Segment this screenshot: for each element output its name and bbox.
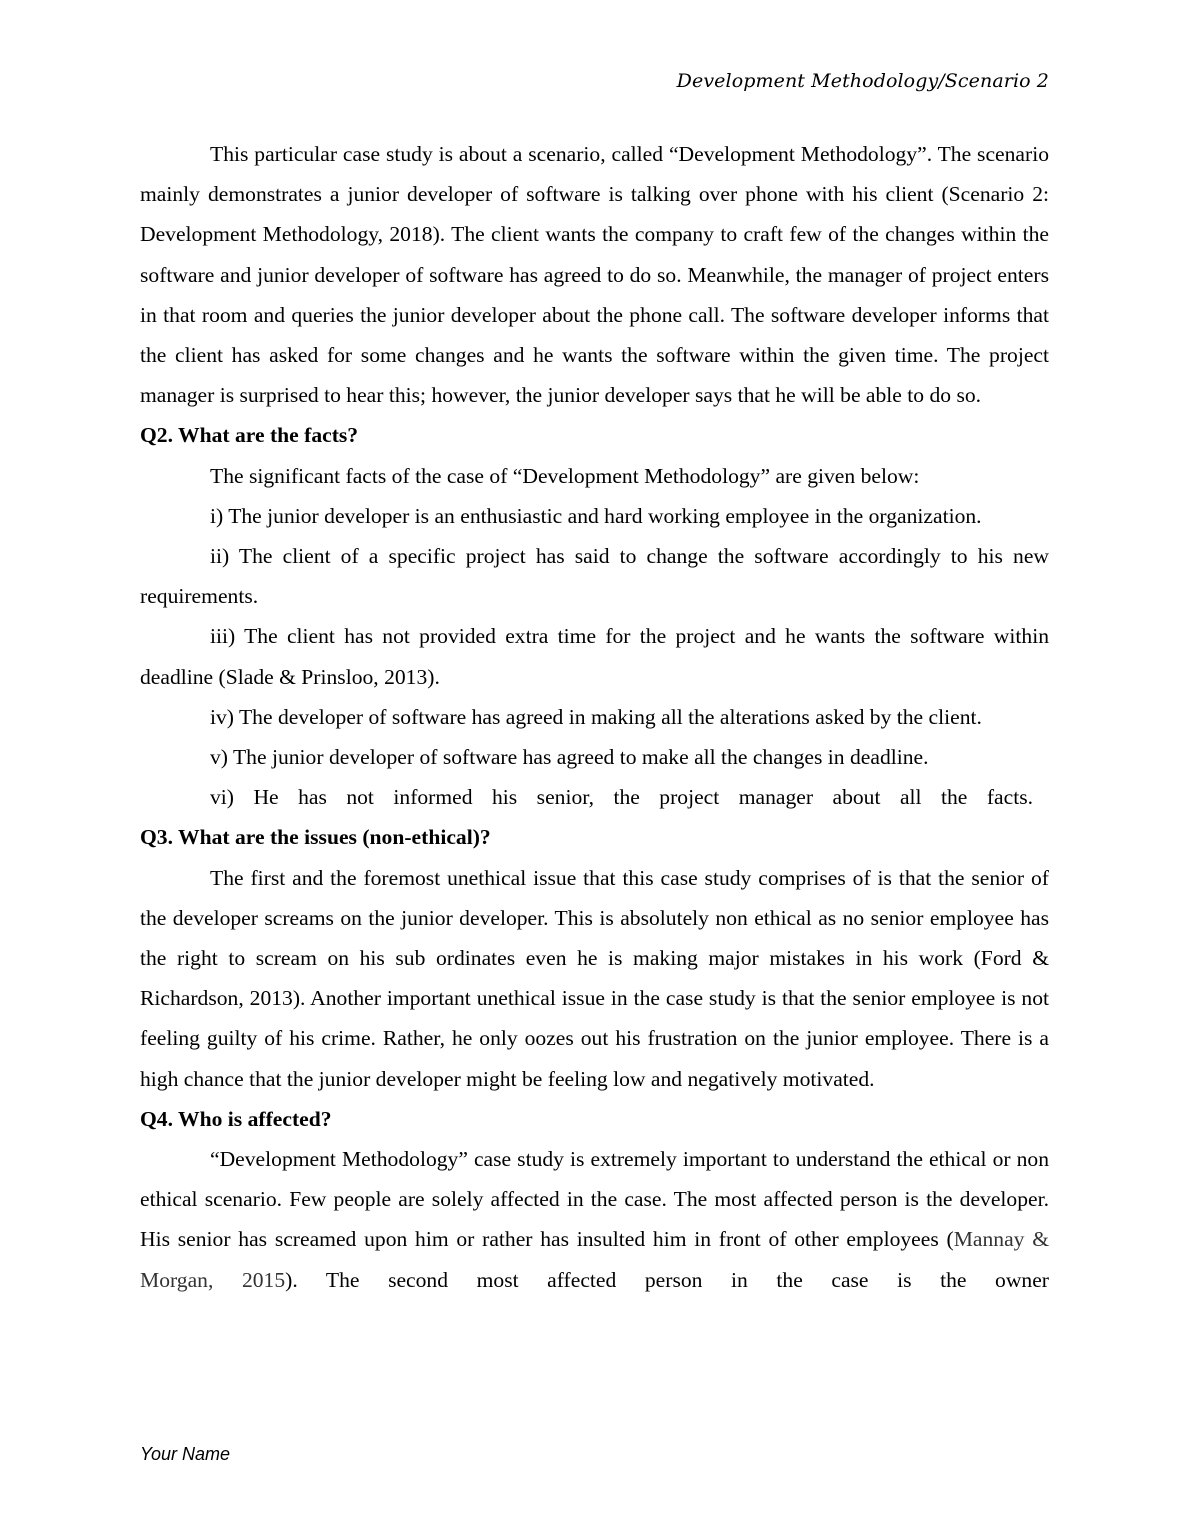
intro-paragraph: This particular case study is about a scenario, called “Development Methodology”. The scenario mainly demonstrates a junior developer of software is talking over phone with his client (Scenario 2: Development Methodology, 2018). The client wants the company to craft few of the changes within the software and junior developer of software has agreed to do so. Meanwhile, the manager of project enters in that room and queries the junior developer about the phone call. The software developer informs that the client has asked for some changes and he wants the software within the given time. The project manager is surprised to hear this; however, the junior developer says that he will be able to do so. (140, 142, 1049, 408)
page-header: Development Methodology/Scenario 2 (676, 70, 1049, 92)
document-body (140, 134, 1049, 1300)
q4-text-before: “Development Methodology” case study is extremely important to understand the ethical or non ethical scenario. Few people are solely affected in the case. The most affected person is the developer. His senior has screamed upon him or rather has insulted him in front of other employees ( (140, 1147, 1049, 1252)
q4-heading: Q4. Who is affected? (140, 1106, 332, 1131)
q4-citation: Mannay & Morgan, 2015 (140, 1227, 1049, 1292)
fact-item: iv) The developer of software has agreed in making all the alterations asked by the client. (210, 704, 982, 729)
fact-item: ii) The client of a specific project has said to change the software accordingly to his new requirements. (140, 544, 1049, 609)
fact-item: v) The junior developer of software has agreed to make all the changes in deadline. (210, 745, 929, 770)
fact-item: i) The junior developer is an enthusiastic and hard working employee in the organization. (210, 503, 982, 528)
q2-heading: Q2. What are the facts? (140, 423, 359, 448)
page-footer: Your Name (140, 1444, 231, 1464)
q4-text-after: ). The second most affected person in the case is the owner (285, 1267, 1049, 1292)
q2-lead: The significant facts of the case of “Development Methodology” are given below: (210, 463, 920, 488)
q3-heading: Q3. What are the issues (non-ethical)? (140, 825, 491, 850)
fact-item: vi) He has not informed his senior, the project manager about all the facts. (210, 785, 1033, 810)
q4-paragraph (140, 1139, 1049, 1300)
q3-paragraph: The first and the foremost unethical issue that this case study comprises of is that the senior of the developer screams on the junior developer. This is absolutely non ethical as no senior employee has the right to scream on his sub ordinates even he is making major mistakes in his work (Ford & Richardson, 2013). Another important unethical issue in the case study is that the senior employee is not feeling guilty of his crime. Rather, he only oozes out his frustration on the junior employee. There is a high chance that the junior developer might be feeling low and negatively motivated. (140, 865, 1049, 1091)
fact-item: iii) The client has not provided extra time for the project and he wants the software within deadline (Slade & Prinsloo, 2013). (140, 624, 1049, 689)
